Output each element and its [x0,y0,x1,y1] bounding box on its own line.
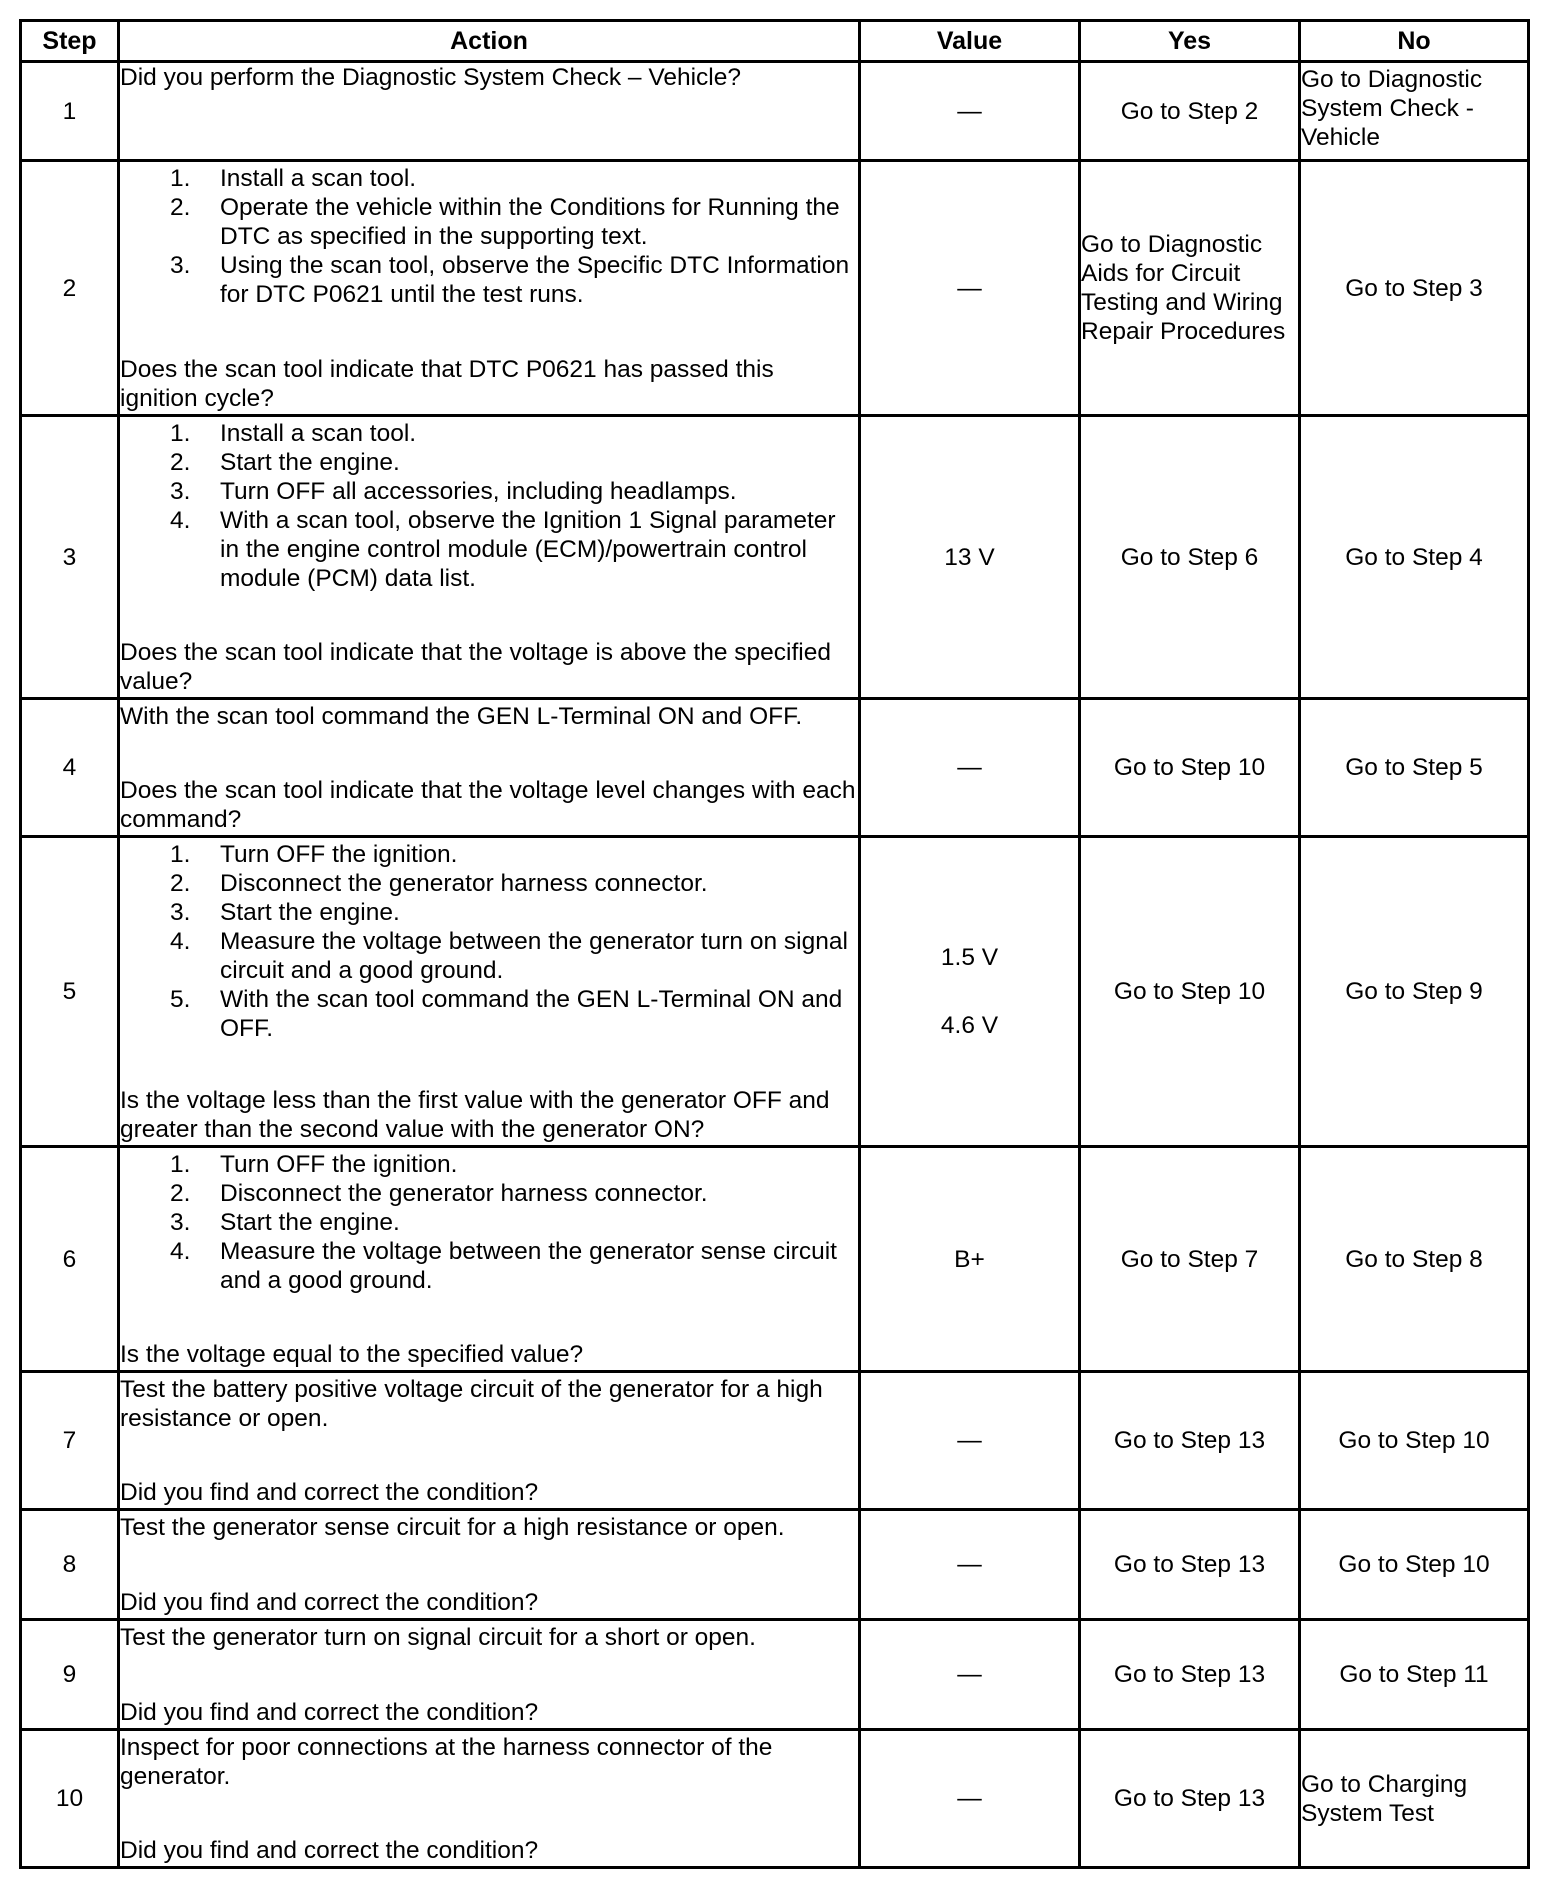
yes-cell: Go to Step 2 [1080,62,1300,161]
step-number: 8 [21,1510,119,1620]
step-number: 2 [21,161,119,416]
value-cell: — [860,1620,1080,1730]
action-cell [119,699,860,837]
no-cell: Go to Step 10 [1300,1372,1529,1510]
value-cell: B+ [860,1147,1080,1372]
list-item: 2. Disconnect the generator harness connector. [170,869,708,897]
value-cell: — [860,161,1080,416]
table-row [21,1147,1529,1372]
header-yes: Yes [1080,21,1300,62]
action-question: Did you find and correct the condition? [120,1698,539,1726]
list-item: 5. With the scan tool command the GEN L-Terminal ON and OFF. [170,985,843,1042]
action-steps [120,419,858,593]
no-cell: Go to Step 9 [1300,837,1529,1147]
action-question: Does the scan tool indicate that the voltage is above the specified value? [120,638,831,695]
no-cell: Go to Diagnostic System Check - Vehicle [1300,62,1529,161]
table-row [21,699,1529,837]
value-cell: — [860,1730,1080,1868]
step-number: 3 [21,416,119,699]
value-cell: — [860,1510,1080,1620]
yes-cell: Go to Step 13 [1080,1730,1300,1868]
value-cell [860,837,1080,1147]
action-cell [119,1147,860,1372]
table-row [21,62,1529,161]
table-row [21,837,1529,1147]
no-cell: Go to Step 4 [1300,416,1529,699]
no-cell: Go to Step 5 [1300,699,1529,837]
yes-cell: Go to Step 10 [1080,837,1300,1147]
list-item: 4. Measure the voltage between the generator turn on signal circuit and a good ground. [170,927,848,984]
yes-cell: Go to Step 13 [1080,1620,1300,1730]
value-cell: — [860,699,1080,837]
yes-cell: Go to Diagnostic Aids for Circuit Testing and Wiring Repair Procedures [1080,161,1300,416]
table-row [21,416,1529,699]
list-item: 4. Measure the voltage between the generator sense circuit and a good ground. [170,1237,837,1294]
list-item: 2. Start the engine. [170,448,400,476]
list-item: 2. Disconnect the generator harness connector. [170,1179,708,1207]
action-question: Did you find and correct the condition? [120,1836,539,1864]
step-number: 9 [21,1620,119,1730]
list-item: 3. Using the scan tool, observe the Specific DTC Information for DTC P0621 until the test runs. [170,251,850,308]
action-cell [119,1510,860,1620]
action-cell [119,416,860,699]
action-question: Does the scan tool indicate that the voltage level changes with each command? [120,776,856,833]
yes-cell: Go to Step 6 [1080,416,1300,699]
action-cell [119,1730,860,1868]
header-action: Action [119,21,860,62]
action-cell [119,837,860,1147]
action-steps [120,1150,858,1295]
header-step: Step [21,21,119,62]
action-intro: Did you perform the Diagnostic System Check – Vehicle? [120,64,741,91]
list-item: 4. With a scan tool, observe the Ignition 1 Signal parameter in the engine control module (ECM)/powertrain control module (PCM) data list. [170,506,836,592]
header-value: Value [860,21,1080,62]
no-cell: Go to Step 10 [1300,1510,1529,1620]
action-steps [120,164,858,309]
step-number: 1 [21,62,119,161]
no-cell: Go to Charging System Test [1300,1730,1529,1868]
table-row [21,161,1529,416]
action-steps [120,840,858,1043]
list-item: 1. Install a scan tool. [170,419,417,447]
step-number: 7 [21,1372,119,1510]
table-row [21,1620,1529,1730]
action-intro: Test the generator sense circuit for a high resistance or open. [120,1513,785,1541]
list-item: 3. Turn OFF all accessories, including headlamps. [170,477,737,505]
step-number: 5 [21,837,119,1147]
action-cell [119,1620,860,1730]
list-item: 1. Turn OFF the ignition. [170,840,458,868]
no-cell: Go to Step 8 [1300,1147,1529,1372]
action-cell [119,1372,860,1510]
action-intro: With the scan tool command the GEN L-Terminal ON and OFF. [120,702,803,730]
diagnostic-table [19,19,1530,1869]
yes-cell: Go to Step 7 [1080,1147,1300,1372]
step-number: 10 [21,1730,119,1868]
action-question: Is the voltage equal to the specified value? [120,1340,584,1368]
action-cell [119,62,860,161]
no-cell: Go to Step 3 [1300,161,1529,416]
action-question: Is the voltage less than the first value with the generator OFF and greater than the second value with the generator ON? [120,1086,830,1143]
step-number: 4 [21,699,119,837]
step-number: 6 [21,1147,119,1372]
list-item: 2. Operate the vehicle within the Conditions for Running the DTC as specified in the supporting text. [170,193,840,250]
list-item: 3. Start the engine. [170,898,400,926]
yes-cell: Go to Step 10 [1080,699,1300,837]
value-cell: 13 V [860,416,1080,699]
action-question: Does the scan tool indicate that DTC P0621 has passed this ignition cycle? [120,355,774,412]
action-cell [119,161,860,416]
header-row [21,21,1529,62]
list-item: 1. Install a scan tool. [170,164,417,192]
value-first: 1.5 V [940,944,999,971]
action-intro: Inspect for poor connections at the harness connector of the generator. [120,1733,773,1790]
table-row [21,1730,1529,1868]
table-row [21,1510,1529,1620]
list-item: 1. Turn OFF the ignition. [170,1150,458,1178]
action-intro: Test the generator turn on signal circuit for a short or open. [120,1623,756,1651]
yes-cell: Go to Step 13 [1080,1372,1300,1510]
action-question: Did you find and correct the condition? [120,1588,539,1616]
list-item: 3. Start the engine. [170,1208,400,1236]
action-intro: Test the battery positive voltage circuit of the generator for a high resistance or open. [120,1375,823,1432]
value-cell: — [860,62,1080,161]
value-second: 4.6 V [940,1012,999,1039]
yes-cell: Go to Step 13 [1080,1510,1300,1620]
no-cell: Go to Step 11 [1300,1620,1529,1730]
value-cell: — [860,1372,1080,1510]
table-row [21,1372,1529,1510]
header-no: No [1300,21,1529,62]
action-question: Did you find and correct the condition? [120,1478,539,1506]
